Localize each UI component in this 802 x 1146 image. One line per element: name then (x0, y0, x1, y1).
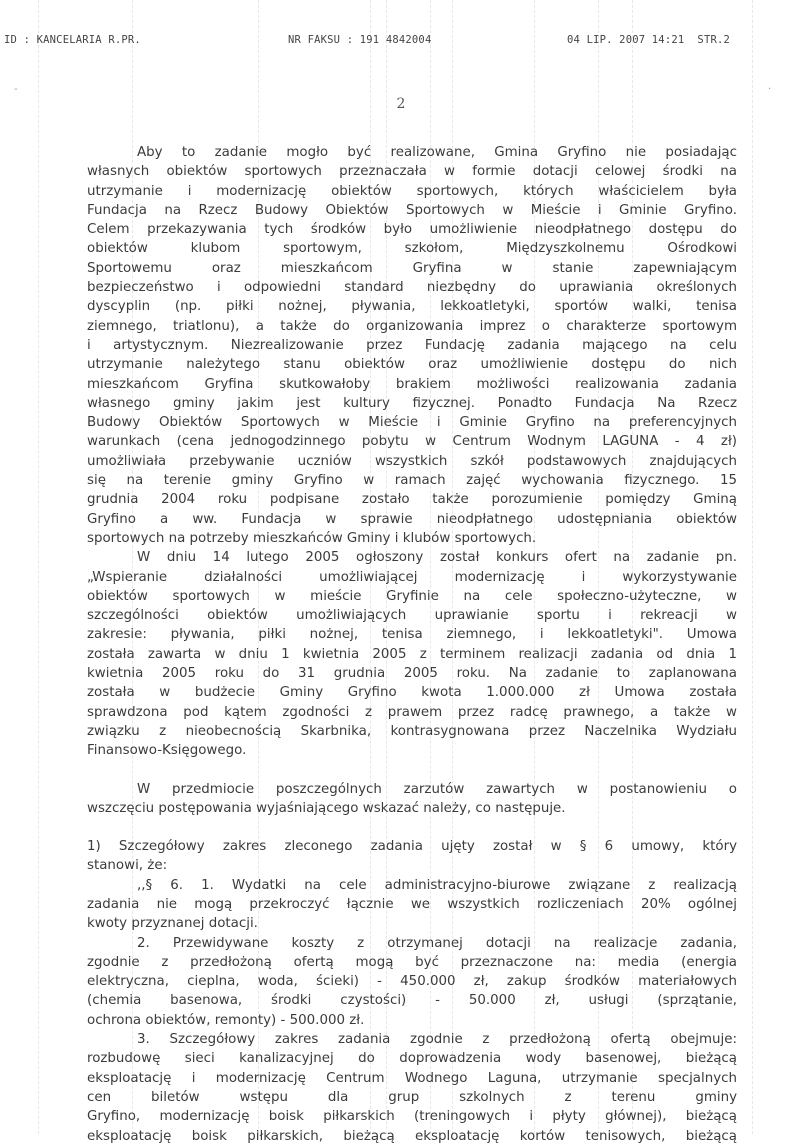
text-line: dyscyplin (np. piłki nożnej, pływania, lekkoatletyki, sportów walki, tenisa (87, 299, 737, 315)
scan-speck: - (14, 84, 18, 95)
text-line: elektryczna, cieplna, woda, ścieki) - 450.000 zł, zakup środków materiałowych (87, 974, 737, 990)
fax-header (0, 34, 802, 50)
text-line: zgodnie z przedłożoną ofertą mogą być przeznaczone na: media (energia (87, 954, 737, 970)
text-line: ziemnego, triatlonu), a także do organizowania imprez o charakterze sportowym (87, 318, 737, 334)
text-line: związku z nieobecnością Skarbnika, kontrasygnowana przez Naczelnika Wydziału (87, 723, 737, 739)
text-line: wszczęciu postępowania wyjaśniającego wskazać należy, co następuje. (87, 800, 566, 816)
text-line: Budowy Obiektów Sportowych w Mieście i Gminie Gryfino na preferencyjnych (87, 415, 737, 431)
fax-date-page: 04 LIP. 2007 14:21 STR.2 (567, 34, 731, 46)
text-line: zadania nie mogą przekroczyć łącznie we wszystkich rozliczeniach 20% ogólnej (87, 896, 737, 912)
text-line: obiektów klubom sportowym, szkołom, Międzyszkolnemu Ośrodkowi (87, 241, 737, 257)
text-line: mieszkańcom Gryfina skutkowałoby brakiem możliwości realizowania zadania (87, 376, 737, 392)
text-line: W przedmiocie poszczególnych zarzutów zawartych w postanowieniu o (137, 781, 737, 797)
text-line: 3. Szczegółowy zakres zadania zgodnie z przedłożoną ofertą obejmuje: (137, 1032, 737, 1048)
text-line: Gryfino a ww. Fundacja w sprawie nieodpłatnego udostępniania obiektów (87, 511, 737, 527)
text-line: cen biletów wstępu dla grup szkolnych z terenu gminy (87, 1089, 737, 1105)
text-line: własnych obiektów sportowych przeznaczała w formie dotacji celowej środki na (87, 164, 737, 180)
text-line: własnego gminy jakim jest kultury fizycznej. Ponadto Fundacja Na Rzecz (87, 395, 737, 411)
text-line: zakresie: pływania, piłki nożnej, tenisa ziemnego, i lekkoatletyki". Umowa (87, 627, 737, 643)
paragraph-gap (87, 818, 737, 837)
text-line: Aby to zadanie mogło być realizowane, Gmina Gryfino nie posiadając (137, 145, 737, 160)
fax-sender: ID : KANCELARIA R.PR. (4, 34, 141, 46)
text-line: utrzymanie i modernizację obiektów sportowych, których właścicielem była (87, 183, 737, 199)
text-line: rozbudowę sieci kanalizacyjnej do doprowadzenia wody basenowej, bieżącą (87, 1051, 737, 1067)
document-body (87, 143, 737, 1146)
text-line: „Wspieranie działalności umożliwiającej modernizację i wykorzystywanie (87, 569, 737, 585)
text-line: 1) Szczegółowy zakres zleconego zadania ujęty został w § 6 umowy, który (87, 839, 737, 855)
text-line: ochrona obiektów, remonty) - 500.000 zł. (87, 1012, 365, 1028)
text-line: została w budżecie Gminy Gryfino kwota 1.000.000 zł Umowa została (87, 685, 737, 701)
fax-number: NR FAKSU : 191 4842004 (288, 34, 432, 46)
text-line: Gryfino, modernizację boisk piłkarskich (treningowych i płyty głównej), bieżącą (87, 1109, 737, 1125)
text-line: W dniu 14 lutego 2005 ogłoszony został konkurs ofert na zadanie pn. (137, 550, 737, 566)
text-line: została zawarta w dniu 1 kwietnia 2005 z terminem realizacji zadania od dnia 1 (87, 646, 737, 662)
text-line: Fundacja na Rzecz Budowy Obiektów Sportowych w Mieście i Gminie Gryfino. (87, 202, 737, 218)
text-line: bezpieczeństwo i odpowiedni standard niezbędny do uprawiania określonych (87, 280, 737, 296)
text-line: ,,§ 6. 1. Wydatki na cele administracyjno-biurowe związane z realizacją (137, 877, 737, 893)
text-line: i artystycznym. Niezrealizowanie przez Fundację zadania mającego na celu (87, 337, 737, 353)
text-line: Celem przekazywania tych środków było umożliwienie nieodpłatnego dostępu do (87, 222, 737, 238)
text-line: sprawdzona pod kątem zgodności z prawem przez radcę prawnego, a także w (87, 704, 737, 720)
paragraph-gap (87, 761, 737, 780)
text-line: warunkach (cena jednogodzinnego pobytu w Centrum Wodnym LAGUNA - 4 zł) (87, 434, 737, 450)
text-line: grudnia 2004 roku podpisane zostało także porozumienie pomiędzy Gminą (87, 492, 737, 508)
text-line: szczególności obiektów umożliwiających uprawianie sportu i rekreacji w (87, 608, 737, 624)
scan-speck: · (768, 84, 772, 95)
text-line: stanowi, że: (87, 858, 168, 874)
page-number: 2 (396, 96, 406, 112)
text-line: eksploatację boisk piłkarskich, bieżącą eksploatację kortów tenisowych, bieżącą (87, 1128, 737, 1144)
text-line: się na terenie gminy Gryfino w ramach zajęć wychowania fizycznego. 15 (87, 473, 737, 489)
text-line: eksploatację i modernizację Centrum Wodnego Laguna, utrzymanie specjalnych (87, 1070, 737, 1086)
text-line: Sportowemu oraz mieszkańcom Gryfina w stanie zapewniającym (87, 260, 737, 276)
text-line: sportowych na potrzeby mieszkańców Gminy i klubów sportowych. (87, 530, 537, 546)
text-line: kwoty przyznanej dotacji. (87, 916, 258, 932)
text-line: utrzymanie należytego stanu obiektów oraz umożliwienie dostępu do nich (87, 357, 737, 373)
text-line: 2. Przewidywane koszty z otrzymanej dotacji na realizacje zadania, (137, 935, 737, 951)
text-line: umożliwiała przebywanie uczniów wszystkich szkół podstawowych znajdujących (87, 453, 737, 469)
text-line: obiektów sportowych w mieście Gryfinie na cele społeczno-użyteczne, w (87, 588, 737, 604)
text-line: kwietnia 2005 roku do 31 grudnia 2005 roku. Na zadanie to zaplanowana (87, 666, 737, 682)
text-line: Finansowo-Księgowego. (87, 743, 247, 759)
text-line: (chemia basenowa, środki czystości) - 50.000 zł, usługi (sprzątanie, (87, 993, 737, 1009)
